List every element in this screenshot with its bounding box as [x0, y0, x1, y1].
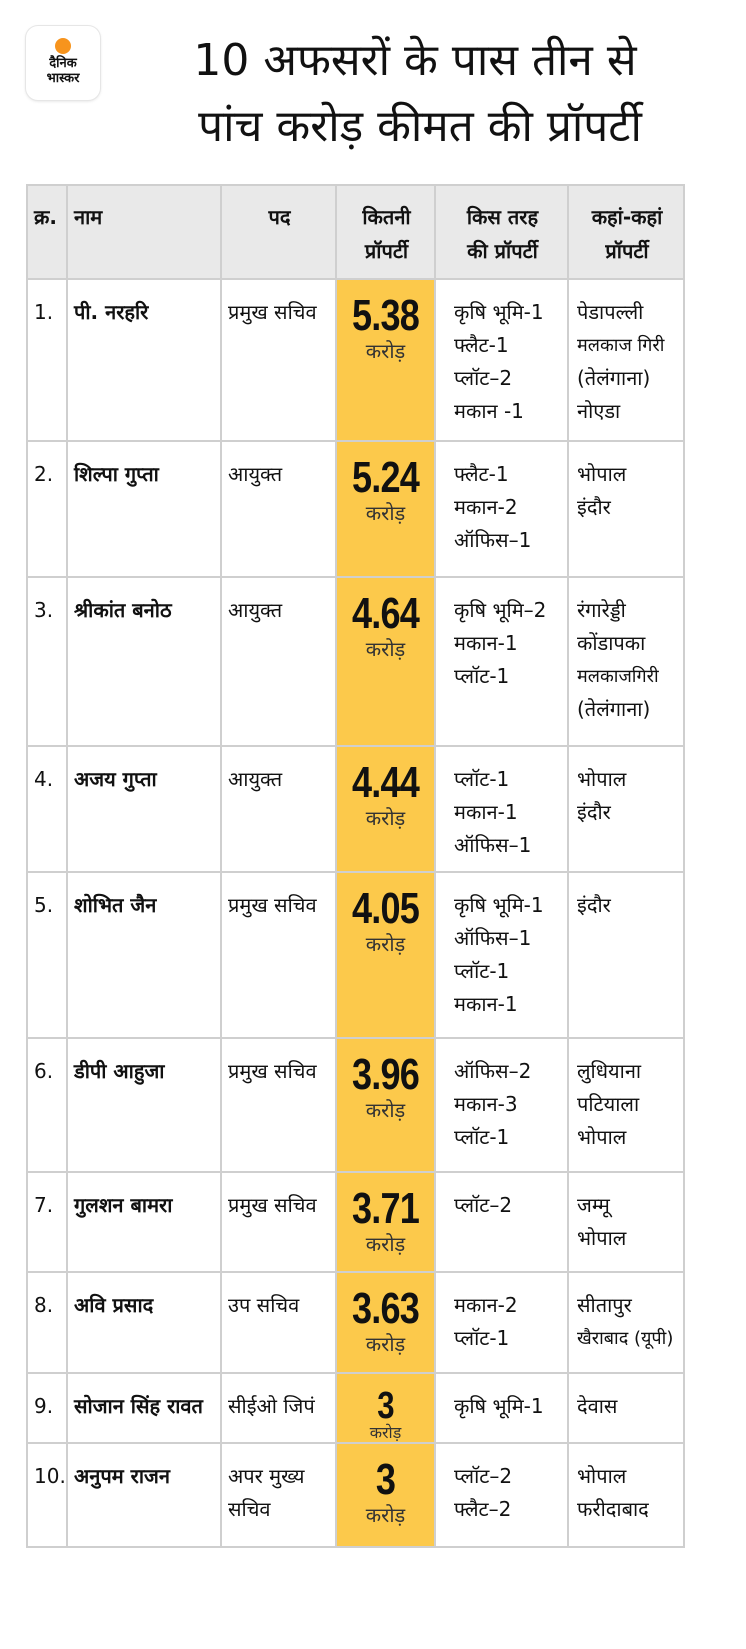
serial-number: 8.	[27, 1272, 67, 1373]
value-number: 5.24	[352, 453, 419, 502]
property-type-item: फ्लैट-1	[454, 333, 509, 357]
property-value	[336, 1038, 435, 1172]
property-value	[336, 746, 435, 872]
officer-name: श्रीकांत बनोठ	[67, 577, 221, 746]
property-type-item: प्लॉट-1	[454, 1326, 510, 1350]
property-type-item: प्लॉट-1	[454, 959, 510, 983]
property-locations	[568, 577, 684, 746]
property-value	[336, 1172, 435, 1272]
property-type-item: ऑफिस–1	[454, 528, 532, 552]
property-type-item: ऑफिस–1	[454, 926, 532, 950]
value-number: 4.05	[352, 884, 419, 933]
location-item: पटियाला	[577, 1092, 640, 1116]
table-row	[27, 872, 684, 1038]
table-row	[27, 1172, 684, 1272]
location-item: भोपाल	[577, 1125, 627, 1149]
officer-post: प्रमुख सचिव	[221, 1172, 336, 1272]
serial-number: 3.	[27, 577, 67, 746]
location-item: मलकाज गिरी	[577, 335, 665, 356]
property-locations	[568, 1443, 684, 1547]
property-type-item: मकान-1	[454, 800, 518, 824]
property-value	[336, 872, 435, 1038]
officer-name: शिल्पा गुप्ता	[67, 441, 221, 577]
officer-post: आयुक्त	[221, 441, 336, 577]
header-type-line-2: की प्रॉपर्टी	[467, 239, 538, 263]
value-number: 4.64	[352, 589, 419, 638]
location-item: सीतापुर	[577, 1293, 632, 1317]
header-type-line-1: किस तरह	[466, 205, 539, 229]
property-types	[435, 872, 568, 1038]
table-row	[27, 746, 684, 872]
table-row	[27, 1373, 684, 1443]
officer-name: अजय गुप्ता	[67, 746, 221, 872]
property-type-item: कृषि भूमि-1	[454, 893, 544, 917]
table-header-row	[27, 185, 684, 279]
property-locations	[568, 1038, 684, 1172]
officer-post: उप सचिव	[221, 1272, 336, 1373]
property-types	[435, 1038, 568, 1172]
property-type-item: मकान-2	[454, 495, 518, 519]
value-unit: करोड़	[365, 806, 406, 830]
serial-number: 1.	[27, 279, 67, 441]
property-type-item: कृषि भूमि–2	[454, 598, 547, 622]
value-number: 3	[377, 1385, 394, 1427]
location-item: इंदौर	[577, 495, 611, 519]
property-value	[336, 441, 435, 577]
location-item: भोपाल	[577, 1226, 627, 1250]
value-unit: करोड़	[365, 1332, 406, 1356]
serial-number: 5.	[27, 872, 67, 1038]
officer-post: प्रमुख सचिव	[221, 279, 336, 441]
value-unit: करोड़	[365, 1232, 406, 1256]
logo-line-2: भास्कर	[46, 71, 80, 86]
property-locations	[568, 1272, 684, 1373]
header-location-line-2: प्रॉपर्टी	[605, 239, 649, 263]
location-item: इंदौर	[577, 800, 611, 824]
officer-name: शोभित जैन	[67, 872, 221, 1038]
table-row	[27, 1038, 684, 1172]
table-row	[27, 279, 684, 441]
property-types	[435, 441, 568, 577]
property-value	[336, 279, 435, 441]
serial-number: 4.	[27, 746, 67, 872]
serial-number: 6.	[27, 1038, 67, 1172]
value-number: 3.71	[352, 1184, 419, 1233]
property-locations	[568, 279, 684, 441]
officer-post: आयुक्त	[221, 577, 336, 746]
serial-number: 10.	[27, 1443, 67, 1547]
location-item: देवास	[577, 1394, 618, 1418]
property-type-item: ऑफिस–1	[454, 833, 532, 857]
property-value	[336, 1373, 435, 1443]
table-row	[27, 1272, 684, 1373]
officer-name: पी. नरहरि	[67, 279, 221, 441]
property-type-item: ऑफिस–2	[454, 1059, 532, 1083]
logo-line-1: दैनिक	[49, 56, 77, 71]
location-item: जम्मू	[577, 1193, 610, 1217]
property-type-item: फ्लैट-1	[454, 462, 509, 486]
header-value	[336, 185, 435, 279]
property-type-item: मकान -1	[454, 399, 524, 423]
officer-post: अपर मुख्य सचिव	[221, 1443, 336, 1547]
property-type-item: मकान-3	[454, 1092, 518, 1116]
location-item: मलकाजगिरी	[577, 666, 659, 687]
property-locations	[568, 1373, 684, 1443]
property-types	[435, 1373, 568, 1443]
location-item: खैराबाद (यूपी)	[577, 1328, 674, 1349]
property-types	[435, 1272, 568, 1373]
property-types	[435, 279, 568, 441]
officer-post: सीईओ जिपं	[221, 1373, 336, 1443]
property-type-item: प्लॉट-1	[454, 767, 510, 791]
officer-name: डीपी आहुजा	[67, 1038, 221, 1172]
location-item: लुधियाना	[577, 1059, 642, 1083]
value-unit: करोड़	[365, 1098, 406, 1122]
property-type-item: प्लॉट–2	[454, 1464, 513, 1488]
location-item: भोपाल	[577, 462, 627, 486]
location-item: नोएडा	[577, 399, 621, 423]
location-item: पेडापल्ली	[577, 300, 644, 324]
location-item: इंदौर	[577, 893, 611, 917]
serial-number: 2.	[27, 441, 67, 577]
officer-name: गुलशन बामरा	[67, 1172, 221, 1272]
property-type-item: प्लॉट-1	[454, 664, 510, 688]
title-line-1: 10 अफसरों के पास तीन से	[193, 35, 637, 86]
location-item: भोपाल	[577, 1464, 627, 1488]
table-row	[27, 1443, 684, 1547]
property-locations	[568, 872, 684, 1038]
property-type-item: मकान-1	[454, 631, 518, 655]
property-value	[336, 1443, 435, 1547]
value-unit: करोड़	[369, 1423, 402, 1442]
property-locations	[568, 441, 684, 577]
value-unit: करोड़	[365, 501, 406, 525]
property-types	[435, 746, 568, 872]
property-locations	[568, 1172, 684, 1272]
location-item: कोंडापका	[577, 631, 646, 655]
header	[0, 0, 746, 190]
location-item: (तेलंगाना)	[577, 697, 651, 721]
table-row	[27, 441, 684, 577]
officer-name: सोजान सिंह रावत	[67, 1373, 221, 1443]
officer-name: अनुपम राजन	[67, 1443, 221, 1547]
property-type-item: कृषि भूमि-1	[454, 300, 544, 324]
value-number: 5.38	[352, 291, 419, 340]
location-item: फरीदाबाद	[577, 1497, 649, 1521]
officer-name: अवि प्रसाद	[67, 1272, 221, 1373]
property-type-item: मकान-2	[454, 1293, 518, 1317]
value-number: 3.63	[352, 1284, 419, 1333]
property-types	[435, 577, 568, 746]
table-row	[27, 577, 684, 746]
value-unit: करोड़	[365, 932, 406, 956]
property-type-item: प्लॉट-1	[454, 1125, 510, 1149]
officer-post: आयुक्त	[221, 746, 336, 872]
header-type	[435, 185, 568, 279]
location-item: (तेलंगाना)	[577, 366, 651, 390]
officer-post: प्रमुख सचिव	[221, 1038, 336, 1172]
property-type-item: प्लॉट–2	[454, 366, 513, 390]
officer-post: प्रमुख सचिव	[221, 872, 336, 1038]
dainik-bhaskar-logo	[26, 26, 100, 100]
property-locations	[568, 746, 684, 872]
value-number: 4.44	[352, 758, 419, 807]
value-unit: करोड़	[365, 339, 406, 363]
property-value	[336, 577, 435, 746]
property-value	[336, 1272, 435, 1373]
table-body	[27, 279, 684, 1547]
header-value-line-2: प्रॉपर्टी	[364, 239, 409, 263]
header-location-line-1: कहां-कहां	[591, 205, 663, 229]
header-sn: क्र.	[27, 185, 67, 279]
value-number: 3	[375, 1455, 396, 1504]
location-item: रंगारेड्डी	[577, 598, 626, 622]
property-type-item: मकान-1	[454, 992, 518, 1016]
property-type-item: प्लॉट–2	[454, 1193, 513, 1217]
location-item: भोपाल	[577, 767, 627, 791]
sun-icon	[55, 38, 71, 54]
value-unit: करोड़	[365, 1503, 406, 1527]
page-title	[100, 28, 730, 160]
property-types	[435, 1443, 568, 1547]
property-types	[435, 1172, 568, 1272]
property-table	[26, 184, 685, 1548]
title-line-2: पांच करोड़ कीमत की प्रॉपर्टी	[198, 101, 642, 152]
serial-number: 7.	[27, 1172, 67, 1272]
serial-number: 9.	[27, 1373, 67, 1443]
value-number: 3.96	[352, 1050, 419, 1099]
header-value-line-1: कितनी	[362, 205, 411, 229]
property-type-item: फ्लैट–2	[454, 1497, 512, 1521]
property-type-item: कृषि भूमि-1	[454, 1394, 544, 1418]
header-name: नाम	[67, 185, 221, 279]
header-post: पद	[221, 185, 336, 279]
value-unit: करोड़	[365, 637, 406, 661]
header-location	[568, 185, 684, 279]
